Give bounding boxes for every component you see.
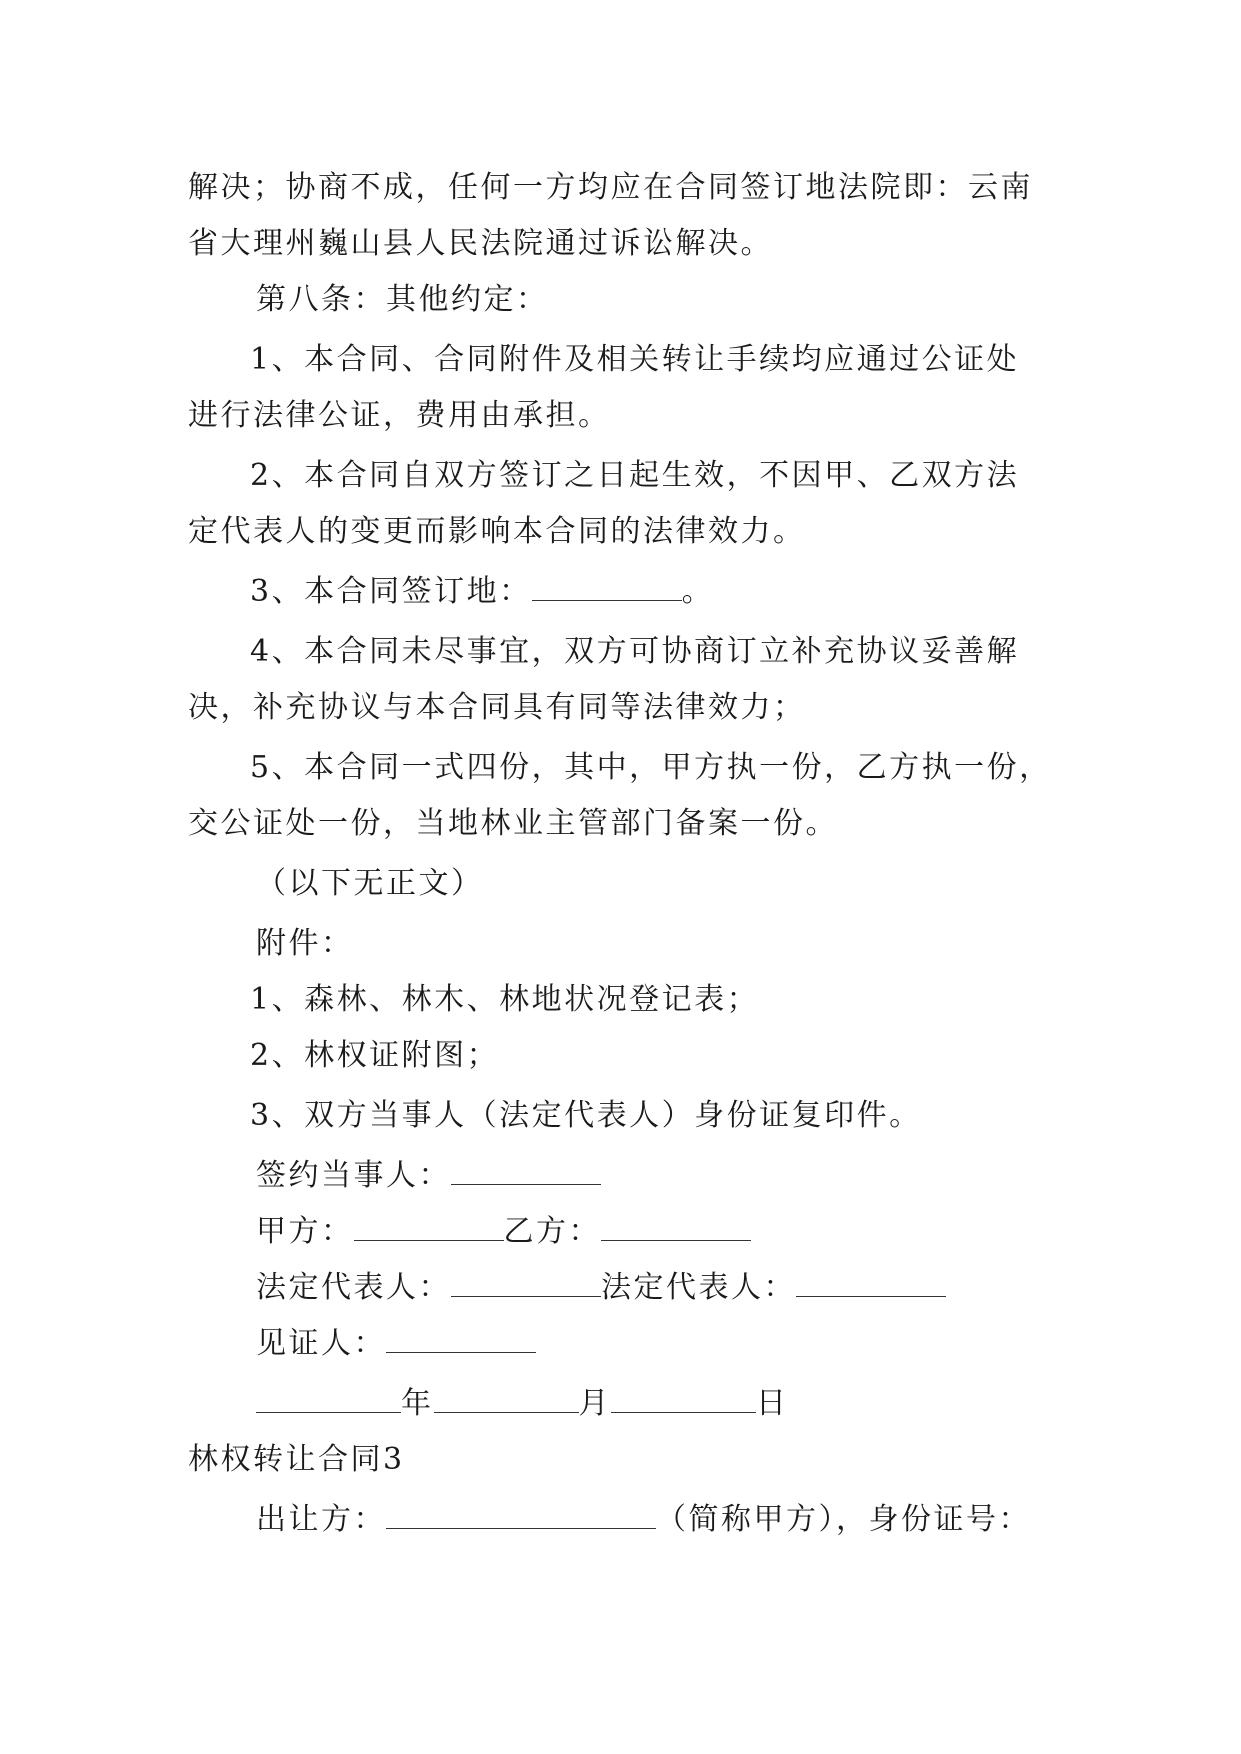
clause-2-line: 2、本合同自双方签订之日起生效，不因甲、乙双方法 xyxy=(250,458,1020,493)
clause-5-line: 5、本合同一式四份，其中，甲方执一份，乙方执一份， xyxy=(250,750,1052,785)
year-label: 年 xyxy=(401,1386,434,1421)
section-title: 林权转让合同3 xyxy=(188,1442,405,1477)
legal-rep-a-label: 法定代表人： xyxy=(256,1270,451,1305)
party-b-label: 乙方： xyxy=(503,1214,601,1249)
party-a-label: 甲方： xyxy=(256,1214,354,1249)
transferor-suffix: （简称甲方），身份证号： xyxy=(656,1502,1031,1537)
clause-3-line xyxy=(0,562,1241,622)
signatory-blank xyxy=(451,1154,601,1185)
attachment-item: 1、森林、林木、林地状况登记表； xyxy=(250,982,760,1017)
signatory-line xyxy=(0,1146,1241,1206)
year-blank xyxy=(256,1382,401,1413)
attachment-item: 2、林权证附图； xyxy=(250,1038,500,1073)
clause-5-line: 交公证处一份，当地林业主管部门备案一份。 xyxy=(188,806,838,841)
party-b-blank xyxy=(601,1210,751,1241)
legal-rep-a-blank xyxy=(451,1266,601,1297)
transferor-line xyxy=(0,1490,1241,1550)
attachments-heading: 附件： xyxy=(256,926,354,961)
witness-line xyxy=(0,1314,1241,1374)
clause-4-line: 4、本合同未尽事宜，双方可协商订立补充协议妥善解 xyxy=(250,634,1020,669)
date-line xyxy=(0,1374,1241,1434)
clause-2-line: 定代表人的变更而影响本合同的法律效力。 xyxy=(188,514,806,549)
day-blank xyxy=(611,1382,756,1413)
attachment-item: 3、双方当事人（法定代表人）身份证复印件。 xyxy=(250,1098,922,1133)
paragraph-line: 解决；协商不成，任何一方均应在合同签订地法院即：云南 xyxy=(188,170,1033,205)
signing-place-blank xyxy=(532,570,682,601)
legal-rep-line xyxy=(0,1258,1241,1318)
legal-rep-b-blank xyxy=(796,1266,946,1297)
party-line xyxy=(0,1202,1241,1262)
transferor-blank xyxy=(386,1498,656,1529)
no-more-text-note: （以下无正文） xyxy=(256,866,484,901)
witness-blank xyxy=(386,1322,536,1353)
clause-4-line: 决，补充协议与本合同具有同等法律效力； xyxy=(188,690,806,725)
transferor-label: 出让方： xyxy=(256,1502,386,1537)
day-label: 日 xyxy=(756,1386,789,1421)
signatory-label: 签约当事人： xyxy=(256,1158,451,1193)
month-label: 月 xyxy=(578,1386,611,1421)
month-blank xyxy=(434,1382,579,1413)
signing-place-end: 。 xyxy=(681,574,715,609)
paragraph-line: 省大理州巍山县人民法院通过诉讼解决。 xyxy=(188,226,773,261)
article-8-heading: 第八条：其他约定： xyxy=(256,282,549,317)
clause-1-line: 1、本合同、合同附件及相关转让手续均应通过公证处 xyxy=(250,342,1020,377)
witness-label: 见证人： xyxy=(256,1326,386,1361)
party-a-blank xyxy=(354,1210,504,1241)
legal-rep-b-label: 法定代表人： xyxy=(601,1270,796,1305)
clause-1-line: 进行法律公证，费用由承担。 xyxy=(188,398,611,433)
signing-place-label: 3、本合同签订地： xyxy=(250,574,532,609)
